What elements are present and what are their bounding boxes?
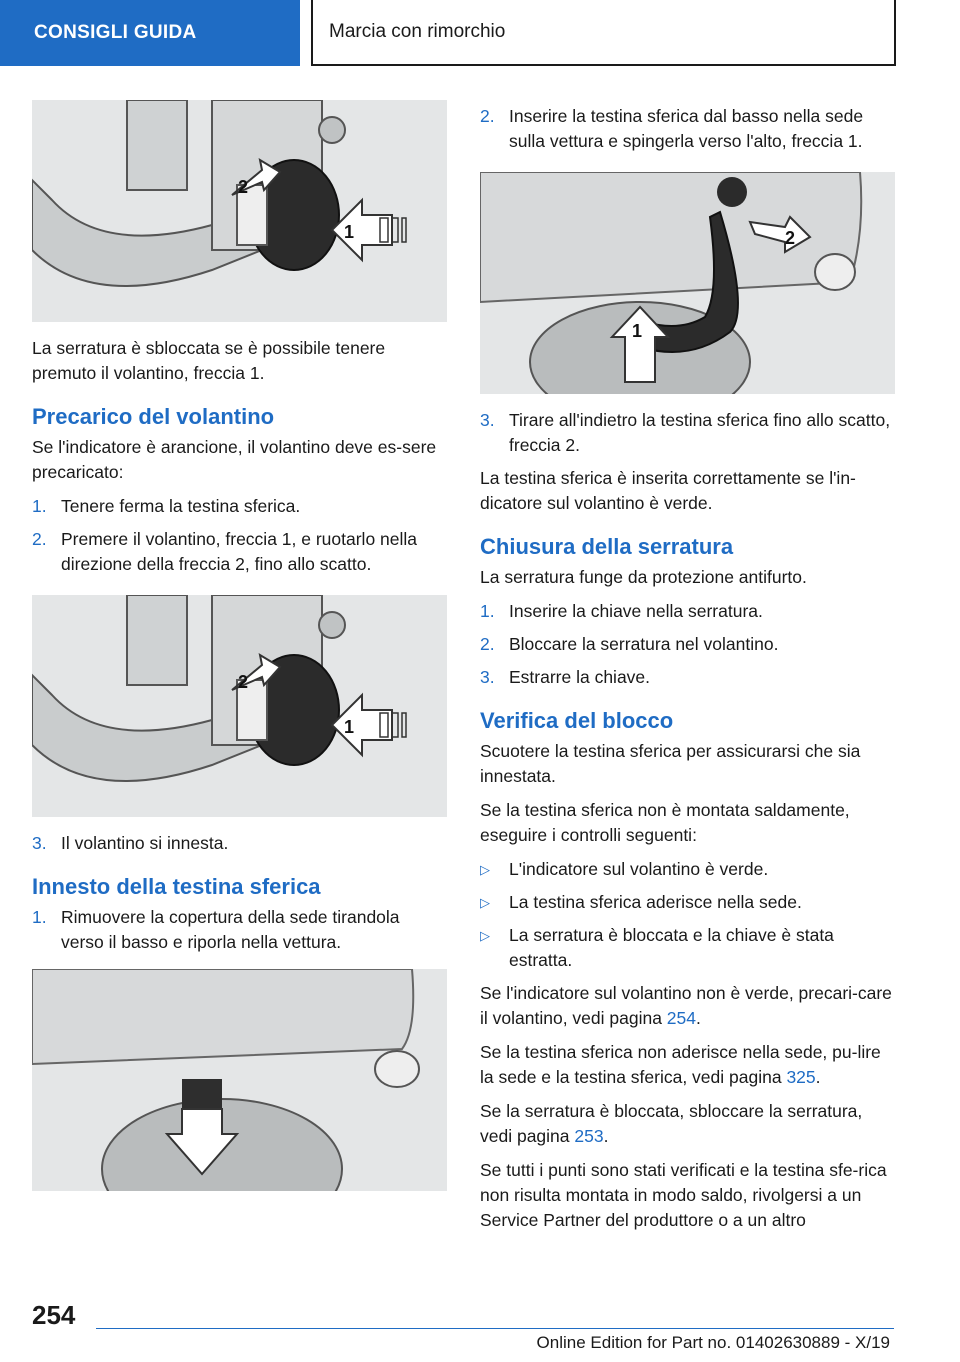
check-bullet: ▷ L'indicatore sul volantino è verde.: [480, 857, 895, 882]
arrow-1-label: 1: [344, 222, 355, 242]
preload-step-3: 3. Il volantino si innesta.: [32, 833, 229, 853]
paragraph-ref-unlock: Se la serratura è bloccata, sbloccare la serratura, vedi pagina 253.: [480, 1101, 863, 1146]
chapter-title: Marcia con rimorchio: [329, 21, 506, 42]
paragraph-check-2: Se la testina sferica non è montata saldamente, eseguire i controlli seguenti:: [480, 800, 850, 845]
lock-step-2: 2. Bloccare la serratura nel volantino.: [480, 634, 779, 654]
arrow-2-label: 2: [238, 672, 249, 692]
figure-ball-insertion: [480, 172, 895, 394]
triangle-bullet-icon: ▷: [480, 862, 490, 877]
check-bullet: ▷ La serratura è bloccata e la chiave è stata estratta.: [480, 923, 895, 973]
heading-engage: Innesto della testina sferica: [32, 874, 321, 899]
triangle-bullet-icon: ▷: [480, 928, 490, 943]
left-column: [32, 100, 447, 1191]
paragraph-ref-preload: Se l'indicatore sul volantino non è verde, precari-care il volantino, vedi pagina 254.: [480, 983, 892, 1028]
page-link-325[interactable]: 325: [786, 1067, 816, 1087]
lock-step-1: 1. Inserire la chiave nella serratura.: [480, 601, 763, 621]
arrow-1-label: 1: [344, 717, 355, 737]
arrow-2-label: 2: [785, 228, 796, 248]
paragraph-preload: Se l'indicatore è arancione, il volantino deve es-sere precaricato:: [32, 437, 437, 482]
section-tab: [0, 0, 300, 66]
page-number: 254: [32, 1300, 76, 1330]
footer-edition: Online Edition for Part no. 01402630889 - X/19: [536, 1333, 890, 1352]
engage-step-2: 2. Inserire la testina sferica dal basso nella sede sulla vettura e spingerla verso l'alto, freccia 1.: [480, 106, 864, 151]
paragraph-ref-clean: Se la testina sferica non aderisce nella sede, pu-lire la sede e la testina sferica, vedi pagina 325.: [480, 1042, 881, 1087]
preload-step-2: 2. Premere il volantino, freccia 1, e ruotarlo nella direzione della freccia 2, fino allo scatto.: [32, 529, 418, 574]
engage-step-3: 3. Tirare all'indietro la testina sferica fino allo scatto, freccia 2.: [480, 410, 891, 455]
lock-step-3: 3. Estrarre la chiave.: [480, 667, 651, 687]
heading-preload: Precarico del volantino: [32, 404, 275, 429]
paragraph-final: Se tutti i punti sono stati verificati e la testina sfe-rica non risulta montata in modo saldo, rivolgersi a un Service Partner del produttore o a un altro: [480, 1160, 887, 1230]
section-title: CONSIGLI GUIDA: [34, 22, 197, 43]
chapter-header: [311, 0, 896, 66]
paragraph-check-1: Scuotere la testina sferica per assicurarsi che sia innestata.: [480, 741, 861, 786]
paragraph-lock: La serratura funge da protezione antifurto.: [480, 567, 807, 587]
arrow-2-label: 2: [238, 177, 249, 197]
preload-step-1: 1. Tenere ferma la testina sferica.: [32, 496, 301, 516]
figure-handwheel-preload: [32, 595, 447, 817]
paragraph-inserted: La testina sferica è inserita correttamente se l'in-dicatore sul volantino è verde.: [480, 468, 856, 513]
figure-cover-removal: [32, 969, 447, 1191]
figure-handwheel-unlocked: [32, 100, 447, 322]
heading-check: Verifica del blocco: [480, 708, 674, 733]
heading-lock: Chiusura della serratura: [480, 534, 734, 559]
engage-step-1: 1. Rimuovere la copertura della sede tirandola verso il basso e riporla nella vettura.: [32, 907, 400, 952]
page-link-254[interactable]: 254: [666, 1008, 696, 1028]
page-link-253[interactable]: 253: [574, 1126, 604, 1146]
paragraph-unlocked: La serratura è sbloccata se è possibile tenere premuto il volantino, freccia 1.: [32, 338, 386, 383]
triangle-bullet-icon: ▷: [480, 895, 490, 910]
footer-divider: [96, 1328, 894, 1329]
check-bullet: ▷ La testina sferica aderisce nella sede.: [480, 890, 895, 915]
right-column: [480, 100, 895, 1242]
arrow-1-label: 1: [632, 321, 643, 341]
